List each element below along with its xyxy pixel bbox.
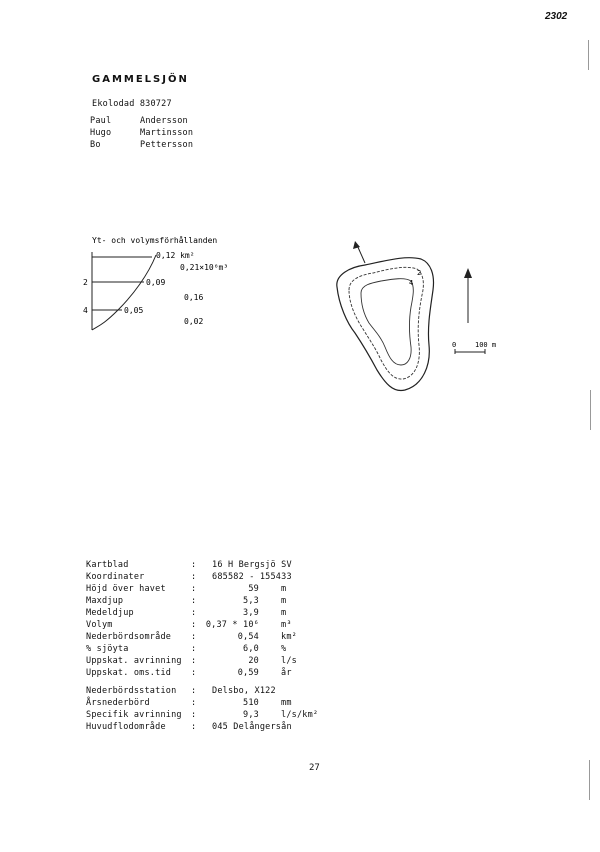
depth-tick-2: 2 xyxy=(83,278,88,287)
fact-unit: mm xyxy=(281,698,292,708)
fact-label: Medeldjup xyxy=(86,608,134,618)
fact-value: 0,54 xyxy=(237,632,259,642)
fact-value: 3,9 xyxy=(243,608,259,618)
crew-row xyxy=(90,128,193,140)
fact-unit: km² xyxy=(281,632,297,642)
shoreline xyxy=(337,258,434,391)
crew-first-name: Bo xyxy=(90,140,101,150)
crew-first-name: Paul xyxy=(90,116,112,126)
crew-list xyxy=(90,116,193,152)
fact-label: Uppskat. avrinning xyxy=(86,656,182,666)
fact-label: Nederbördsstation xyxy=(86,686,177,696)
volume-label-surface: 0,21×10⁶m³ xyxy=(180,263,229,272)
fact-label: Uppskat. oms.tid xyxy=(86,668,172,678)
fact-value: 20 xyxy=(248,656,259,666)
fact-value: 6,0 xyxy=(243,644,259,654)
fact-colon: : xyxy=(191,656,197,666)
fact-colon: : xyxy=(191,560,197,570)
fact-colon: : xyxy=(191,596,197,606)
top-page-number: 2302 xyxy=(545,11,568,22)
fact-unit: l/s/km² xyxy=(281,710,319,720)
fact-label: Specifik avrinning xyxy=(86,710,182,720)
fact-unit: m xyxy=(281,608,287,618)
inflow-arrow-head xyxy=(353,241,360,249)
fact-value: Delsbo, X122 xyxy=(212,686,276,696)
fact-colon: : xyxy=(191,698,197,708)
fact-colon: : xyxy=(191,668,197,678)
fact-label: Höjd över havet xyxy=(86,584,166,594)
fact-colon: : xyxy=(191,620,197,630)
fact-label: Volym xyxy=(86,620,113,630)
fact-unit: l/s xyxy=(281,656,297,666)
fact-label: Årsnederbörd xyxy=(86,698,150,708)
fact-colon: : xyxy=(191,584,197,594)
area-curve xyxy=(92,255,156,330)
fact-label: Nederbördsområde xyxy=(86,632,172,642)
scan-edge-mark xyxy=(588,40,589,70)
fact-value: 9,3 xyxy=(243,710,259,720)
fact-value: 685582 - 155433 xyxy=(212,572,292,582)
inflow-arrow xyxy=(357,245,365,263)
fact-colon: : xyxy=(191,644,197,654)
north-arrow-head xyxy=(464,268,472,278)
fact-label: Kartblad xyxy=(86,560,129,570)
fact-label: Koordinater xyxy=(86,572,145,582)
scan-edge-mark xyxy=(589,760,590,800)
fact-value: 0,59 xyxy=(237,668,259,678)
fact-label: % sjöyta xyxy=(86,644,129,654)
area-label-2: 0,09 xyxy=(146,278,166,287)
area-label-surface: 0,12 km² xyxy=(156,251,195,260)
fact-unit: år xyxy=(281,668,292,678)
area-volume-chart xyxy=(78,230,258,340)
fact-unit: m xyxy=(281,596,287,606)
contour-4m xyxy=(361,279,413,365)
fact-value: 16 H Bergsjö SV xyxy=(212,560,292,570)
contour-label-2: 2 xyxy=(417,269,422,277)
lake-title: GAMMELSJÖN xyxy=(92,74,189,85)
fact-unit: % xyxy=(281,644,287,654)
area-label-4: 0,05 xyxy=(124,306,144,315)
fact-colon: : xyxy=(191,572,197,582)
fact-value: 045 Delångersån xyxy=(212,722,292,732)
crew-last-name: Martinsson xyxy=(140,128,194,138)
fact-colon: : xyxy=(191,710,197,720)
fact-colon: : xyxy=(191,632,197,642)
volume-label-2: 0,16 xyxy=(184,293,204,302)
fact-unit: m³ xyxy=(281,620,292,630)
crew-last-name: Pettersson xyxy=(140,140,194,150)
contour-label-4: 4 xyxy=(409,279,414,287)
volume-label-4: 0,02 xyxy=(184,317,204,326)
bathymetric-map xyxy=(325,235,505,400)
scan-edge-mark xyxy=(590,390,591,430)
fact-colon: : xyxy=(191,608,197,618)
fact-label: Huvudflodområde xyxy=(86,722,166,732)
fact-value: 510 xyxy=(243,698,259,708)
fact-colon: : xyxy=(191,722,197,732)
depth-tick-4: 4 xyxy=(83,306,88,315)
fact-unit: m xyxy=(281,584,287,594)
crew-first-name: Hugo xyxy=(90,128,112,138)
fact-value: 0,37 * 10⁶ xyxy=(205,620,259,630)
fact-value: 59 xyxy=(248,584,259,594)
fact-colon: : xyxy=(191,686,197,696)
scale-start-label: 0 xyxy=(452,341,457,349)
crew-row xyxy=(90,116,193,128)
crew-last-name: Andersson xyxy=(140,116,188,126)
survey-date: Ekolodad 830727 xyxy=(92,99,172,109)
scale-end-label: 100 m xyxy=(475,341,497,349)
page-number: 27 xyxy=(309,763,320,773)
crew-row xyxy=(90,140,193,152)
fact-label: Maxdjup xyxy=(86,596,124,606)
fact-value: 5,3 xyxy=(243,596,259,606)
chart-title: Yt- och volymsförhållanden xyxy=(92,236,218,245)
